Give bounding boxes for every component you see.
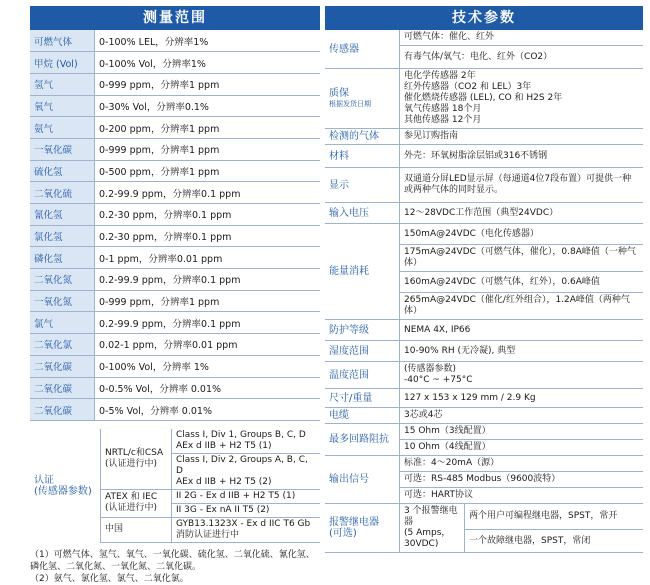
cert-label: 认证 (传感器参数) — [34, 474, 92, 497]
measure-range: 0.2-30 ppm，分辨率0.1 ppm — [95, 204, 321, 226]
size-val: 127 x 153 x 129 mm / 2.9 Kg — [400, 389, 644, 408]
protect-val: NEMA 4X, IP66 — [400, 320, 644, 341]
cert-val-nrtl-1: Class I, Div 1, Groups B, C, D AEx d IIB + H2 T5 (1) — [172, 429, 321, 454]
measure-range: 0-200 ppm，分辨率1 ppm — [95, 117, 321, 139]
output-val-3: 可选：HART协议 — [400, 488, 644, 504]
temp-label: 温度范围 — [325, 362, 400, 389]
humidity-val: 10-90% RH (无冷凝), 典型 — [400, 341, 644, 362]
measure-row — [30, 247, 320, 269]
measure-row — [30, 399, 320, 421]
measure-gas: 氨气 — [30, 117, 95, 139]
measure-gas: 二氧化碳 — [30, 355, 95, 377]
measure-gas: 甲烷 (Vol) — [30, 52, 95, 74]
protect-label: 防护等级 — [325, 320, 400, 341]
measure-gas: 氰化氢 — [30, 204, 95, 226]
measure-range: 0.02-1 ppm，分辨率0.01 ppm — [95, 334, 321, 356]
output-val-2: 可选：RS-485 Modbus（9600波特） — [400, 472, 644, 488]
measure-row — [30, 160, 320, 182]
measure-gas: 一氧化碳 — [30, 138, 95, 160]
alarm-relay-count: 3 个报警继电器 (5 Amps，30VDC) — [400, 504, 465, 553]
measure-row — [30, 73, 320, 95]
measure-row — [30, 95, 320, 117]
measure-gas: 二氧化碳 — [30, 399, 95, 421]
cable-label: 电缆 — [325, 408, 400, 424]
alarm-table — [325, 504, 643, 553]
left-column — [30, 6, 320, 585]
measure-row — [30, 52, 320, 74]
cert-val-atex-1: II 2G - Ex d IIB + H2 T5 (1) — [172, 489, 321, 503]
sensor-label: 传感器 — [325, 30, 400, 69]
measure-gas: 一氧化氮 — [30, 290, 95, 312]
measure-gas: 氢气 — [30, 73, 95, 95]
display-label: 显示 — [325, 168, 400, 203]
measure-row — [30, 204, 320, 226]
measure-row — [30, 30, 320, 52]
measure-range: 0-999 ppm，分辨率1 ppm — [95, 138, 321, 160]
right-column — [325, 6, 643, 553]
output-label: 输出信号 — [325, 456, 400, 504]
measure-gas: 氯化氢 — [30, 225, 95, 247]
display-val: 双通道分屏LED显示屏（每通道4位7段布置）可提供一种或两种气体的同时显示。 — [400, 168, 644, 203]
cert-sub-nrtl: NRTL/c和CSA (认证进行中) — [101, 429, 172, 490]
measure-row — [30, 355, 320, 377]
sensor-val-2: 有毒气体/氧气：电化、红外（CO2） — [400, 46, 644, 69]
measure-range: 0-1 ppm，分辨率0.01 ppm — [95, 247, 321, 269]
alarm-val-2: 一个故障继电器，SPST，常闭 — [465, 530, 644, 553]
measure-row — [30, 312, 320, 334]
measure-row — [30, 290, 320, 312]
tech-header: 技术参数 — [325, 6, 643, 30]
power-val-3: 160mA@24VDC（可燃气体，红外），0.6A峰值 — [400, 272, 644, 293]
measure-range: 0.2-99.9 ppm，分辨率0.1 ppm — [95, 269, 321, 291]
measure-range: 0.2-99.9 ppm，分辨率0.1 ppm — [95, 312, 321, 334]
measure-gas: 氧气 — [30, 95, 95, 117]
gas-val: 参见订购指南 — [400, 129, 644, 145]
power-val-1: 150mA@24VDC（电化传感器） — [400, 224, 644, 245]
power-label: 能量消耗 — [325, 224, 400, 320]
measure-gas: 二氧化氯 — [30, 334, 95, 356]
measure-row — [30, 138, 320, 160]
alarm-val-1: 两个用户可编程继电器，SPST，常开 — [465, 504, 644, 530]
cert-table — [30, 429, 320, 543]
power-val-4: 265mA@24VDC（催化/红外组合），1.2A峰值（两种气体） — [400, 293, 644, 320]
gas-label: 检测的气体 — [325, 129, 400, 145]
alarm-label: 报警继电器 (可选) — [325, 504, 400, 553]
measure-range: 0-500 ppm，分辨率1 ppm — [95, 160, 321, 182]
measure-gas: 磷化氢 — [30, 247, 95, 269]
measure-row — [30, 182, 320, 204]
measure-range: 0.2-30 ppm，分辨率0.1 ppm — [95, 225, 321, 247]
power-val-2: 175mA@24VDC（可燃气体，催化），0.8A峰值（一种气体） — [400, 245, 644, 272]
measure-gas: 二氧化碳 — [30, 377, 95, 399]
temp-val: (传感器参数) -40°C ~ +75°C — [400, 362, 644, 389]
cert-sub-atex: ATEX 和 IEC (认证进行中) — [101, 489, 172, 517]
material-label: 材料 — [325, 145, 400, 168]
measure-gas: 二氧化氮 — [30, 269, 95, 291]
cable-val: 3芯或4芯 — [400, 408, 644, 424]
loop-label: 最多回路阻抗 — [325, 424, 400, 456]
measure-row — [30, 269, 320, 291]
measure-range: 0-0.5% Vol，分辨率 0.01% — [95, 377, 321, 399]
voltage-val: 12～28VDC工作范围（典型24VDC） — [400, 203, 644, 224]
measure-range: 0-999 ppm，分辨率1 ppm — [95, 290, 321, 312]
measure-header: 测量范围 — [30, 6, 320, 30]
output-val-1: 标准：4～20mA（源） — [400, 456, 644, 472]
measure-range: 0-100% Vol，分辨率 1% — [95, 355, 321, 377]
measure-table — [30, 30, 320, 421]
measure-range: 0-5% Vol，分辨率 0.01% — [95, 399, 321, 421]
footnote-2: （2）氨气、氯化氢、氯气、二氧化氯。 — [30, 573, 189, 584]
footnote-1: （1）可燃气体、氢气、氧气、一氧化碳、硫化氢、二氧化硫、氰化氢、磷化氢、二氧化氮、一氧化氮、二氧化碳。 — [30, 549, 315, 572]
measure-gas: 二氧化硫 — [30, 182, 95, 204]
cert-val-nrtl-2: Class I, Div 2, Groups A, B, C, D AEx d IIB + H2 T5 (2) — [172, 453, 321, 489]
life-val: 电化学传感器 2年 红外传感器（CO2 和 LEL）3年 催化燃烧传感器 (LEL), CO 和 H2S 2年 氧气传感器 18个月 其他传感器 12个月 — [400, 69, 644, 129]
measure-range: 0-100% LEL，分辨率1% — [95, 30, 321, 52]
cert-val-china: GYB13.1323X - Ex d IIC T6 Gb 消防认证进行中 — [172, 517, 321, 542]
loop-val-2: 10 Ohm（4线配置） — [400, 440, 644, 456]
measure-row — [30, 334, 320, 356]
measure-range: 0-30% Vol，分辨率0.1% — [95, 95, 321, 117]
life-label: 质保 根据发货日期 — [325, 69, 400, 129]
measure-range: 0-100% Vol，分辨率1% — [95, 52, 321, 74]
measure-gas: 氯气 — [30, 312, 95, 334]
material-val: 外壳：环氧树脂涂层铝或316不锈钢 — [400, 145, 644, 168]
tech-table — [325, 30, 643, 504]
measure-row — [30, 225, 320, 247]
measure-row — [30, 377, 320, 399]
measure-row — [30, 117, 320, 139]
cert-val-atex-2: II 3G - Ex nA II T5 (2) — [172, 503, 321, 517]
loop-val-1: 15 Ohm（3线配置） — [400, 424, 644, 440]
humidity-label: 湿度范围 — [325, 341, 400, 362]
measure-range: 0-999 ppm，分辨率1 ppm — [95, 73, 321, 95]
measure-range: 0.2-99.9 ppm，分辨率0.1 ppm — [95, 182, 321, 204]
measure-gas: 硫化氢 — [30, 160, 95, 182]
measure-gas: 可燃气体 — [30, 30, 95, 52]
voltage-label: 输入电压 — [325, 203, 400, 224]
cert-sub-china: 中国 — [101, 517, 172, 542]
size-label: 尺寸/重量 — [325, 389, 400, 408]
sensor-val-1: 可燃气体：催化、红外 — [400, 30, 644, 46]
footnotes — [30, 549, 320, 585]
